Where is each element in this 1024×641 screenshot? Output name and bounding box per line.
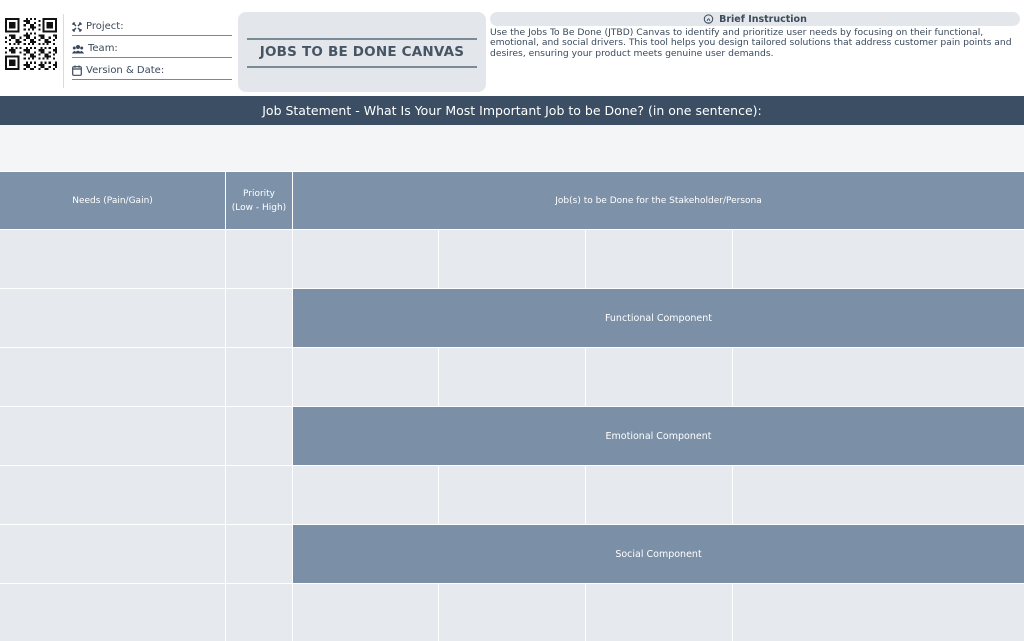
- priority-cell[interactable]: [226, 289, 292, 347]
- job-cell[interactable]: [586, 348, 732, 406]
- job-cell[interactable]: [293, 584, 438, 641]
- job-statement-bar: Job Statement - What Is Your Most Important Job to be Done? (in one sentence):: [0, 96, 1024, 125]
- priority-cell[interactable]: [226, 466, 292, 524]
- job-cell[interactable]: [293, 348, 438, 406]
- job-cell[interactable]: [293, 466, 438, 524]
- component-band: Social Component: [293, 525, 1024, 583]
- team-icon: [72, 44, 84, 54]
- calendar-icon: [72, 65, 82, 76]
- needs-cell[interactable]: [0, 407, 225, 465]
- job-cell[interactable]: [439, 348, 585, 406]
- job-cell[interactable]: [586, 466, 732, 524]
- page-title: JOBS TO BE DONE CANVAS: [259, 44, 465, 60]
- needs-cell[interactable]: [0, 525, 225, 583]
- job-cell[interactable]: [439, 230, 585, 288]
- job-statement-input[interactable]: [0, 125, 1024, 171]
- component-band: Emotional Component: [293, 407, 1024, 465]
- jobs-column-header: Job(s) to be Done for the Stakeholder/Persona: [293, 172, 1024, 229]
- priority-cell[interactable]: [226, 584, 292, 641]
- header-divider: [63, 14, 64, 88]
- needs-cell[interactable]: [0, 289, 225, 347]
- qr-code-icon: [5, 18, 57, 70]
- instruction-heading: [490, 12, 1020, 26]
- instruction-text: Use the Jobs To Be Done (JTBD) Canvas to identify and prioritize user needs by focusing on their functional, emotional, and social drivers. This tool helps you design tailored solutions that address customer pain points and desires, ensuring your product meets genuine user demands.: [490, 27, 1012, 59]
- job-cell[interactable]: [293, 230, 438, 288]
- job-cell[interactable]: [586, 584, 732, 641]
- version-date-field[interactable]: [72, 58, 232, 80]
- needs-cell[interactable]: [0, 230, 225, 288]
- project-label: Project:: [86, 21, 124, 32]
- priority-cell[interactable]: [226, 407, 292, 465]
- priority-column-header: [226, 172, 292, 229]
- job-cell[interactable]: [733, 348, 1024, 406]
- needs-cell[interactable]: [0, 584, 225, 641]
- canvas-title-box: [238, 12, 486, 92]
- project-field[interactable]: [72, 14, 232, 36]
- team-field[interactable]: [72, 36, 232, 58]
- priority-header-line1: Priority: [242, 188, 276, 199]
- priority-header-line2: (Low - High): [231, 202, 287, 213]
- version-date-label: Version & Date:: [86, 65, 165, 76]
- priority-cell[interactable]: [226, 230, 292, 288]
- needs-cell[interactable]: [0, 348, 225, 406]
- job-cell[interactable]: [733, 466, 1024, 524]
- team-label: Team:: [88, 43, 118, 54]
- instruction-heading-text: Brief Instruction: [719, 13, 807, 25]
- job-cell[interactable]: [586, 230, 732, 288]
- component-band: Functional Component: [293, 289, 1024, 347]
- job-cell[interactable]: [439, 466, 585, 524]
- project-icon: [72, 22, 82, 32]
- priority-cell[interactable]: [226, 525, 292, 583]
- job-cell[interactable]: [439, 584, 585, 641]
- priority-cell[interactable]: [226, 348, 292, 406]
- lightbulb-icon: [703, 14, 714, 25]
- needs-column-header: Needs (Pain/Gain): [0, 172, 225, 229]
- needs-cell[interactable]: [0, 466, 225, 524]
- job-cell[interactable]: [733, 230, 1024, 288]
- job-cell[interactable]: [733, 584, 1024, 641]
